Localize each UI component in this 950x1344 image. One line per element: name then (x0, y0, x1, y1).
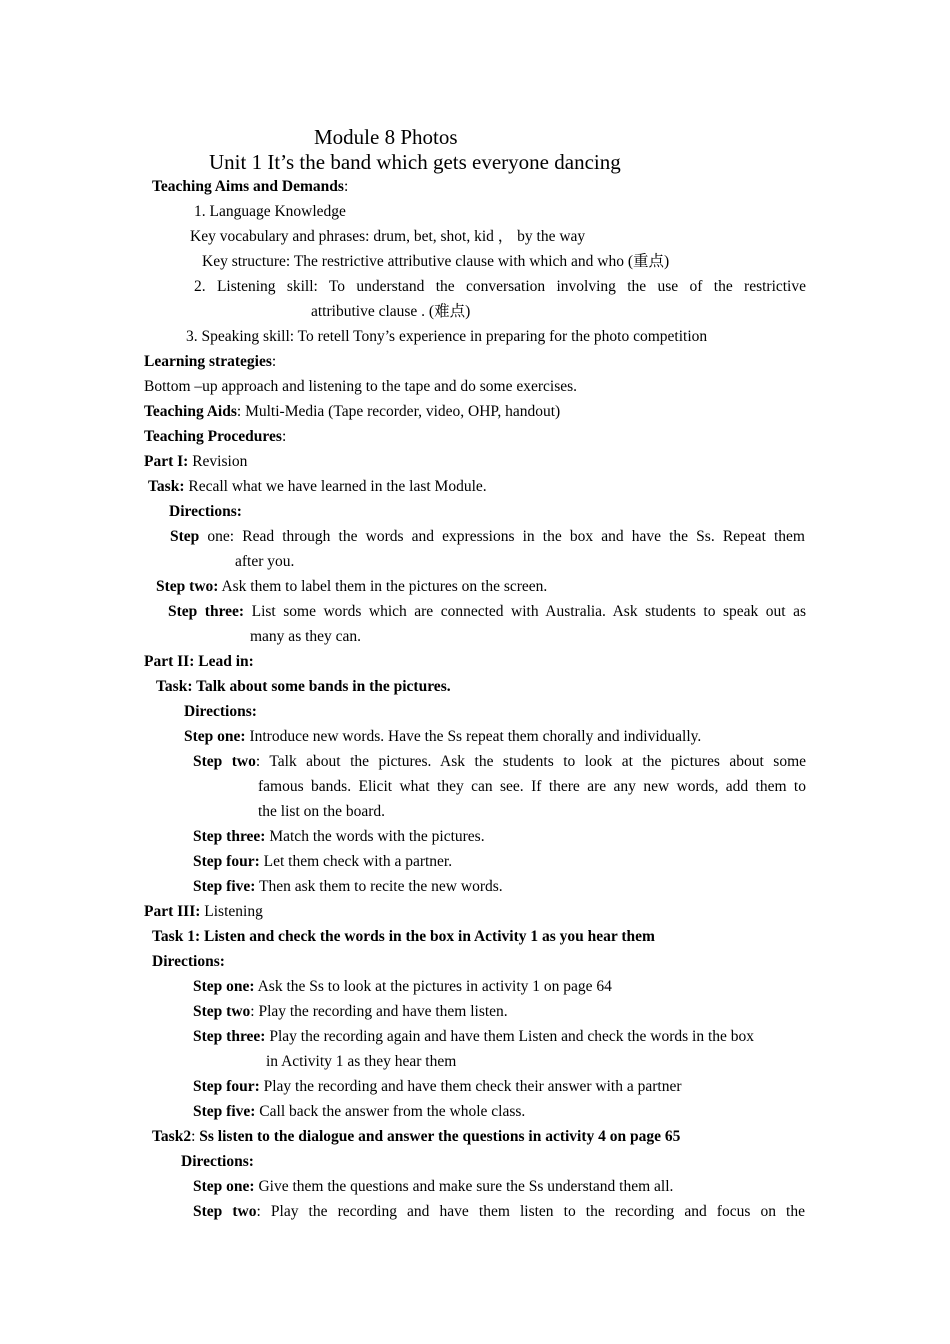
part3-label: Part III: (144, 903, 201, 920)
part1-step2-text: Ask them to label them in the pictures on the screen. (218, 578, 548, 595)
part3-t1-step4 (193, 1077, 682, 1097)
part1-step3-text: List some words which are connected with Australia. Ask students to speak out as (244, 603, 806, 620)
aids-line (144, 402, 560, 422)
strategies-heading (144, 352, 276, 372)
strategies-text: Bottom –up approach and listening to the tape and do some exercises. (144, 378, 578, 395)
part1-name: Revision (188, 453, 248, 470)
part1-heading (144, 452, 247, 472)
part1-directions-label: Directions: (169, 503, 242, 520)
part1-step1 (170, 527, 805, 547)
part2-step2-cont-1: famous bands. Elicit what they can see. If there are any new words, add them to (258, 778, 806, 795)
procedures-suffix: : (281, 428, 287, 445)
part1-step2 (156, 577, 547, 597)
part3-t2-step2-text: : Play the recording and have them listen to the recording and focus on the (256, 1203, 805, 1220)
part2-step1-label: Step one: (184, 728, 246, 745)
part2-step5 (193, 877, 503, 897)
part2-step2-text: : Talk about the pictures. Ask the students to look at the pictures about some (255, 753, 807, 770)
part2-step3 (193, 827, 485, 847)
part1-task (148, 477, 487, 497)
part3-task2-label: Task2 (152, 1128, 192, 1145)
part2-task (156, 677, 451, 697)
part1-step1-label: Step (170, 528, 200, 545)
aids-text: : Multi-Media (Tape recorder, video, OHP, handout) (236, 403, 561, 420)
part3-t1-step3-cont: in Activity 1 as they hear them (266, 1053, 457, 1070)
aims-vocabulary: Key vocabulary and phrases: drum, bet, shot, kid ， by the way (190, 228, 586, 245)
part3-t2-step2 (193, 1202, 805, 1222)
part3-t1-step1-text: Ask the Ss to look at the pictures in activity 1 on page 64 (254, 978, 612, 995)
part2-step1-text: Introduce new words. Have the Ss repeat them chorally and individually. (245, 728, 702, 745)
part2-directions (184, 702, 257, 722)
page-subtitle: Unit 1 It’s the band which gets everyone dancing (209, 150, 621, 174)
part3-task2-sep: : (191, 1128, 200, 1145)
part1-label: Part I: (144, 453, 189, 470)
part3-t2-step2-label: Step two (193, 1203, 257, 1220)
aims-item-3: 3. Speaking skill: To retell Tony’s experience in preparing for the photo competition (186, 328, 708, 345)
part3-t1-step5-label: Step five: (193, 1103, 256, 1120)
part3-t1-step5-text: Call back the answer from the whole class. (255, 1103, 526, 1120)
part1-task-text: Recall what we have learned in the last Module. (184, 478, 487, 495)
part2-step1 (184, 727, 701, 747)
part3-directions-1 (152, 952, 225, 972)
part1-step3-label: Step three: (168, 603, 245, 620)
part3-t1-step3 (193, 1027, 754, 1047)
aims-heading (152, 177, 348, 197)
part2-directions-label: Directions: (184, 703, 257, 720)
part3-t2-step1-label: Step one: (193, 1178, 255, 1195)
part3-directions-1-label: Directions: (152, 953, 225, 970)
aims-structure: Key structure: The restrictive attributive clause with which and who (重点) (202, 253, 670, 270)
part2-step5-text: Then ask them to recite the new words. (255, 878, 503, 895)
strategies-suffix: : (271, 353, 277, 370)
part3-t2-step1-text: Give them the questions and make sure the Ss understand them all. (254, 1178, 674, 1195)
part3-directions-2 (181, 1152, 254, 1172)
part2-step2-cont-2: the list on the board. (258, 803, 385, 820)
part1-step3-cont: many as they can. (250, 628, 362, 645)
part2-step5-label: Step five: (193, 878, 256, 895)
part3-t2-step1 (193, 1177, 673, 1197)
part3-t1-step1-label: Step one: (193, 978, 255, 995)
part2-step3-label: Step three: (193, 828, 266, 845)
part3-task1 (152, 927, 655, 947)
aims-item-2-cont: attributive clause . (难点) (311, 303, 471, 320)
part1-task-label: Task: (148, 478, 185, 495)
part3-t1-step3-label: Step three: (193, 1028, 266, 1045)
part3-heading (144, 902, 263, 922)
part1-directions (169, 502, 242, 522)
aims-label: Teaching Aims and Demands (152, 178, 344, 195)
part2-heading (144, 652, 254, 672)
part1-step2-label: Step two: (156, 578, 219, 595)
part2-step2 (193, 752, 806, 772)
aims-item-1: 1. Language Knowledge (194, 203, 346, 220)
part2-step3-text: Match the words with the pictures. (265, 828, 485, 845)
part2-label: Part II: Lead in: (144, 653, 254, 670)
part3-directions-2-label: Directions: (181, 1153, 254, 1170)
part2-task-text: Task: Talk about some bands in the pictures. (156, 678, 451, 695)
part1-step1-cont: after you. (235, 553, 295, 570)
part2-step4-text: Let them check with a partner. (259, 853, 453, 870)
aims-item-2: 2. Listening skill: To understand the conversation involving the use of the restrictive (194, 278, 806, 295)
part3-name: Listening (200, 903, 263, 920)
part1-step3 (168, 602, 806, 622)
part2-step4-label: Step four: (193, 853, 260, 870)
strategies-label: Learning strategies (144, 353, 272, 370)
procedures-heading (144, 427, 286, 447)
part3-task2-text: Ss listen to the dialogue and answer the questions in activity 4 on page 65 (199, 1128, 681, 1145)
procedures-label: Teaching Procedures (144, 428, 282, 445)
part3-t1-step2-text: : Play the recording and have them listen. (250, 1003, 508, 1020)
part3-t1-step1 (193, 977, 612, 997)
part1-step1-text: one: Read through the words and expressions in the box and have the Ss. Repeat them (199, 528, 805, 545)
part3-t1-step2 (193, 1002, 508, 1022)
part3-task2 (152, 1127, 680, 1147)
part3-task1-text: Task 1: Listen and check the words in the box in Activity 1 as you hear them (152, 928, 655, 945)
part3-t1-step3-text: Play the recording again and have them Listen and check the words in the box (265, 1028, 754, 1045)
part3-t1-step4-label: Step four: (193, 1078, 260, 1095)
aims-suffix: : (343, 178, 349, 195)
part2-step2-label: Step two (193, 753, 256, 770)
part2-step4 (193, 852, 452, 872)
part3-t1-step4-text: Play the recording and have them check their answer with a partner (259, 1078, 682, 1095)
aids-label: Teaching Aids (144, 403, 237, 420)
part3-t1-step2-label: Step two (193, 1003, 251, 1020)
part3-t1-step5 (193, 1102, 525, 1122)
page-title: Module 8 Photos (314, 125, 458, 149)
